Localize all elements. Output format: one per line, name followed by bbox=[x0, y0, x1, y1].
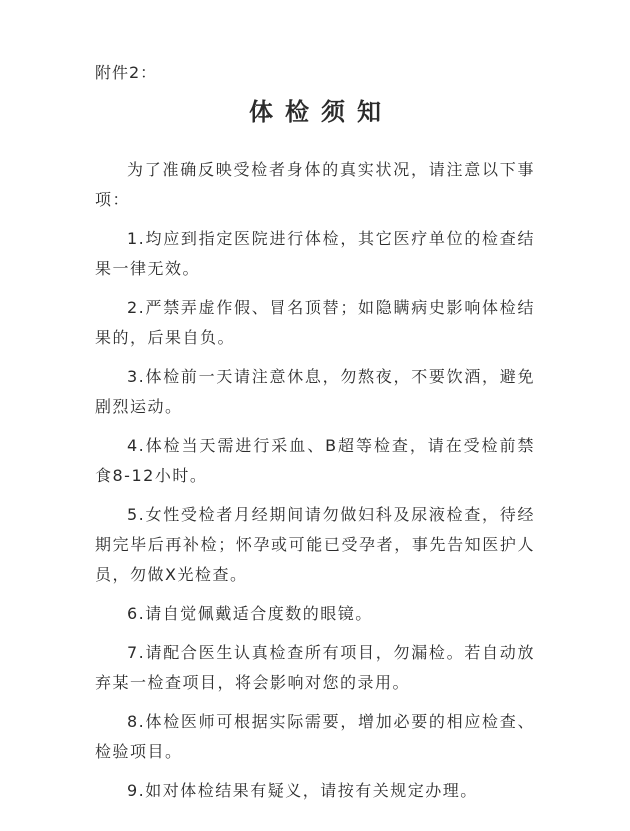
notice-item-4: 4.体检当天需进行采血、B超等检查，请在受检前禁食8-12小时。 bbox=[95, 436, 535, 485]
notice-item-2: 2.严禁弄虚作假、冒名顶替；如隐瞒病史影响体检结果的，后果自负。 bbox=[95, 298, 535, 347]
notice-item-3: 3.体检前一天请注意休息，勿熬夜，不要饮酒，避免剧烈运动。 bbox=[95, 367, 535, 416]
notice-item-9: 9.如对体检结果有疑义，请按有关规定办理。 bbox=[127, 781, 478, 800]
notice-item-7: 7.请配合医生认真检查所有项目，勿漏检。若自动放弃某一检查项目，将会影响对您的录用。 bbox=[95, 643, 535, 692]
attachment-label: 附件2： bbox=[95, 63, 158, 82]
notice-item-1: 1.均应到指定医院进行体检，其它医疗单位的检查结果一律无效。 bbox=[95, 229, 535, 278]
notice-item-8: 8.体检医师可根据实际需要，增加必要的相应检查、检验项目。 bbox=[95, 712, 535, 761]
intro-paragraph: 为了准确反映受检者身体的真实状况，请注意以下事项： bbox=[95, 160, 535, 209]
notice-body bbox=[95, 155, 535, 815]
page-title: 体检须知 bbox=[249, 97, 393, 126]
notice-item-5: 5.女性受检者月经期间请勿做妇科及尿液检查，待经期完毕后再补检；怀孕或可能已受孕者，事先告知医护人员，勿做X光检查。 bbox=[95, 505, 535, 584]
notice-item-6: 6.请自觉佩戴适合度数的眼镜。 bbox=[127, 604, 373, 623]
